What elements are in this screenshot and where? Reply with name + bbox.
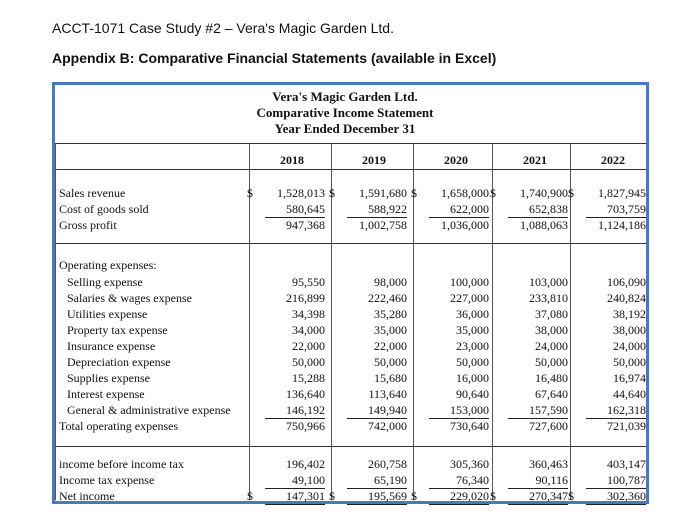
total-rule — [586, 504, 646, 505]
cell-value: 153,000 — [450, 403, 489, 417]
dollar-sign: $ — [247, 489, 253, 503]
row-label: Sales revenue — [59, 186, 126, 200]
total-rule — [265, 504, 325, 505]
cell-value: 216,899 — [286, 291, 325, 305]
total-rule — [347, 504, 407, 505]
row-label: Depreciation expense — [67, 355, 171, 369]
row-label: Net income — [59, 489, 115, 503]
cell-value: 157,590 — [529, 403, 568, 417]
cell-value: 721,039 — [607, 419, 646, 433]
dollar-sign: $ — [329, 186, 335, 200]
cell-value: 1,740,900 — [520, 186, 568, 200]
row-label: Property tax expense — [67, 323, 168, 337]
row-label: Selling expense — [67, 275, 143, 289]
cell-value: 229,020 — [450, 489, 489, 503]
cell-value: 23,000 — [456, 339, 489, 353]
row-divider — [55, 143, 646, 144]
cell-value: 16,480 — [535, 371, 568, 385]
cell-value: 50,000 — [374, 355, 407, 369]
row-divider — [55, 243, 646, 244]
cell-value: 147,301 — [286, 489, 325, 503]
cell-value: 1,088,063 — [520, 218, 568, 232]
cell-value: 106,090 — [607, 275, 646, 289]
cell-value: 38,192 — [613, 307, 646, 321]
cell-value: 622,000 — [450, 202, 489, 216]
row-label: Interest expense — [67, 387, 145, 401]
statement-period: Year Ended December 31 — [274, 121, 416, 136]
cell-value: 44,640 — [613, 387, 646, 401]
cell-value: 947,368 — [286, 218, 325, 232]
cell-value: 360,463 — [529, 457, 568, 471]
cell-value: 38,000 — [535, 323, 568, 337]
cell-value: 305,360 — [450, 457, 489, 471]
row-label: General & administrative expense — [67, 403, 231, 417]
cell-value: 227,000 — [450, 291, 489, 305]
cell-value: 1,591,680 — [359, 186, 407, 200]
cell-value: 1,528,013 — [277, 186, 325, 200]
cell-value: 750,966 — [286, 419, 325, 433]
row-label: Gross profit — [59, 218, 117, 232]
cell-value: 24,000 — [613, 339, 646, 353]
cell-value: 1,036,000 — [441, 218, 489, 232]
cell-value: 580,645 — [286, 202, 325, 216]
cell-value: 302,360 — [607, 489, 646, 503]
cell-value: 35,280 — [374, 307, 407, 321]
dollar-sign: $ — [490, 186, 496, 200]
year-header-2021: 2021 — [523, 153, 547, 167]
cell-value: 1,827,945 — [598, 186, 646, 200]
row-divider — [55, 169, 646, 170]
cell-value: 100,787 — [607, 473, 646, 487]
cell-value: 34,000 — [292, 323, 325, 337]
cell-value: 76,340 — [456, 473, 489, 487]
cell-value: 222,460 — [368, 291, 407, 305]
row-label: Total operating expenses — [59, 419, 179, 433]
cell-value: 136,640 — [286, 387, 325, 401]
row-label: Income tax expense — [59, 473, 155, 487]
dollar-sign: $ — [568, 186, 574, 200]
statement-title: Comparative Income Statement — [256, 105, 434, 120]
cell-value: 1,002,758 — [359, 218, 407, 232]
cell-value: 38,000 — [613, 323, 646, 337]
cell-value: 100,000 — [450, 275, 489, 289]
company-name: Vera's Magic Garden Ltd. — [272, 89, 418, 104]
cell-value: 1,658,000 — [441, 186, 489, 200]
cell-value: 1,124,186 — [598, 218, 646, 232]
cell-value: 260,758 — [368, 457, 407, 471]
cell-value: 35,000 — [456, 323, 489, 337]
total-rule — [508, 504, 568, 505]
income-statement-table — [52, 82, 649, 504]
row-label: Utilities expense — [67, 307, 148, 321]
cell-value: 50,000 — [456, 355, 489, 369]
cell-value: 703,759 — [607, 202, 646, 216]
year-header-2018: 2018 — [280, 153, 304, 167]
case-title: ACCT-1071 Case Study #2 – Vera's Magic Garden Ltd. — [52, 20, 394, 36]
cell-value: 162,318 — [607, 403, 646, 417]
year-header-2019: 2019 — [362, 153, 386, 167]
year-header-2022: 2022 — [601, 153, 625, 167]
cell-value: 16,974 — [613, 371, 646, 385]
cell-value: 196,402 — [286, 457, 325, 471]
row-label: Cost of goods sold — [59, 202, 149, 216]
cell-value: 103,000 — [529, 275, 568, 289]
cell-value: 35,000 — [374, 323, 407, 337]
cell-value: 49,100 — [292, 473, 325, 487]
cell-value: 730,640 — [450, 419, 489, 433]
cell-value: 588,922 — [368, 202, 407, 216]
cell-value: 652,838 — [529, 202, 568, 216]
cell-value: 37,080 — [535, 307, 568, 321]
cell-value: 36,000 — [456, 307, 489, 321]
cell-value: 95,550 — [292, 275, 325, 289]
cell-value: 67,640 — [535, 387, 568, 401]
cell-value: 727,600 — [529, 419, 568, 433]
total-rule — [429, 504, 489, 505]
cell-value: 15,680 — [374, 371, 407, 385]
cell-value: 240,824 — [607, 291, 646, 305]
cell-value: 22,000 — [374, 339, 407, 353]
cell-value: 742,000 — [368, 419, 407, 433]
cell-value: 15,288 — [292, 371, 325, 385]
cell-value: 149,940 — [368, 403, 407, 417]
operating-expenses-header: Operating expenses: — [59, 258, 157, 272]
cell-value: 24,000 — [535, 339, 568, 353]
cell-value: 50,000 — [292, 355, 325, 369]
cell-value: 90,116 — [535, 473, 568, 487]
cell-value: 233,810 — [529, 291, 568, 305]
cell-value: 270,347 — [529, 489, 568, 503]
cell-value: 113,640 — [368, 387, 407, 401]
cell-value: 16,000 — [456, 371, 489, 385]
appendix-title: Appendix B: Comparative Financial Statements (available in Excel) — [52, 50, 497, 66]
row-label: income before income tax — [59, 457, 184, 471]
cell-value: 195,569 — [368, 489, 407, 503]
cell-value: 22,000 — [292, 339, 325, 353]
dollar-sign: $ — [247, 186, 253, 200]
year-header-2020: 2020 — [444, 153, 468, 167]
row-label: Salaries & wages expense — [67, 291, 192, 305]
cell-value: 50,000 — [535, 355, 568, 369]
cell-value: 90,640 — [456, 387, 489, 401]
dollar-sign: $ — [490, 489, 496, 503]
row-divider — [55, 446, 646, 447]
dollar-sign: $ — [411, 489, 417, 503]
cell-value: 98,000 — [374, 275, 407, 289]
dollar-sign: $ — [568, 489, 574, 503]
dollar-sign: $ — [411, 186, 417, 200]
row-label: Insurance expense — [67, 339, 156, 353]
cell-value: 146,192 — [286, 403, 325, 417]
cell-value: 50,000 — [613, 355, 646, 369]
cell-value: 403,147 — [607, 457, 646, 471]
row-label: Supplies expense — [67, 371, 150, 385]
cell-value: 34,398 — [292, 307, 325, 321]
cell-value: 65,190 — [374, 473, 407, 487]
dollar-sign: $ — [329, 489, 335, 503]
